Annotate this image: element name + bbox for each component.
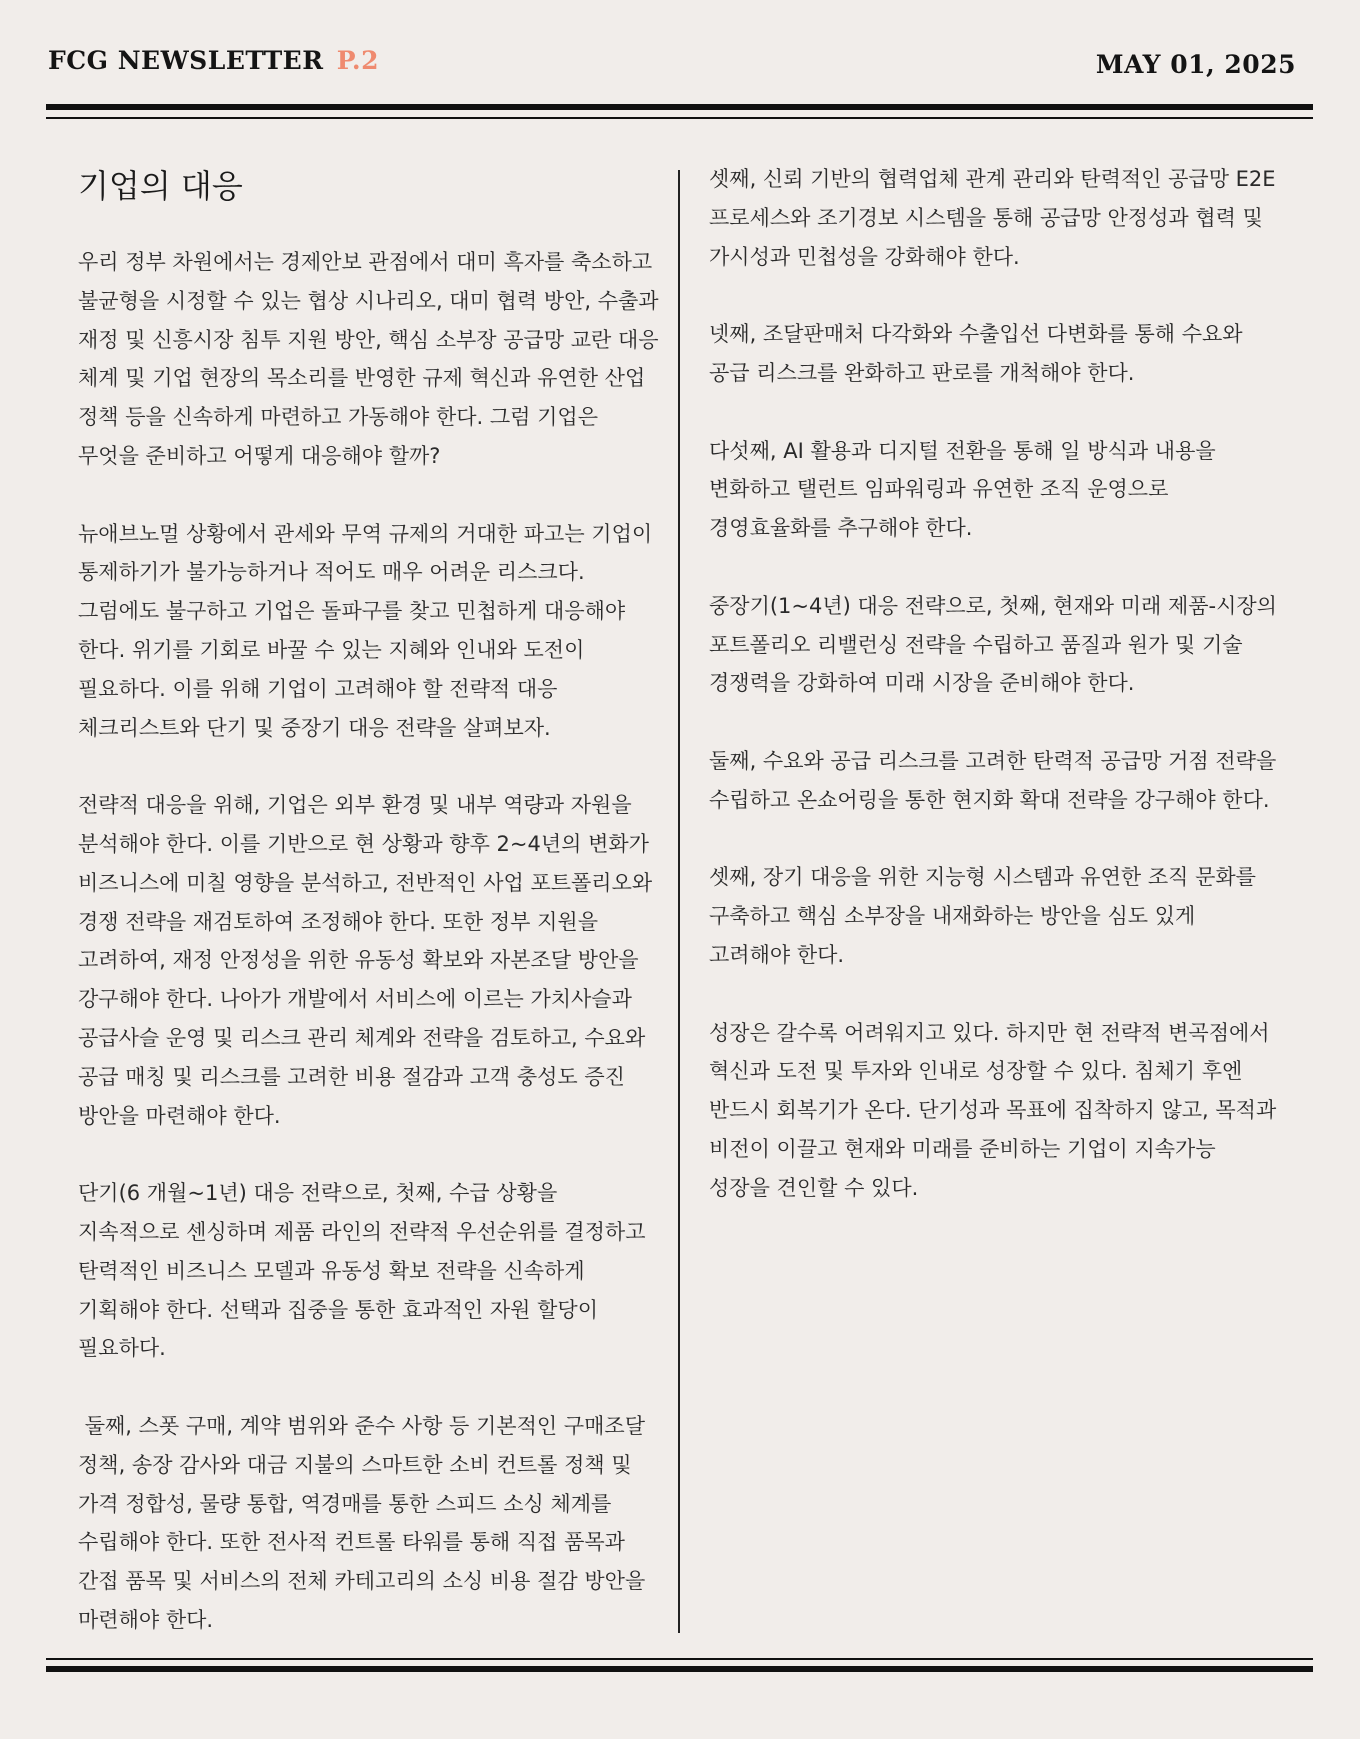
paragraph: 둘째, 수요와 공급 리스크를 고려한 탄력적 공급망 거점 전략을 수립하고 온쇼어링을 통한 현지화 확대 전략을 강구해야 한다. (709, 748, 1277, 812)
paragraph: 셋째, 신뢰 기반의 협력업체 관계 관리와 탄력적인 공급망 E2E 프로세스와 조기경보 시스템을 통해 공급망 안정성과 협력 및 가시성과 민첩성을 강화해야 한다. (709, 167, 1276, 269)
newsletter-masthead (48, 46, 379, 75)
paragraph: 셋째, 장기 대응을 위한 지능형 시스템과 유연한 조직 문화를 구축하고 핵심 소부장을 내재화하는 방안을 심도 있게 고려해야 한다. (709, 865, 1256, 967)
column-divider (678, 170, 680, 1633)
paragraph: 전략적 대응을 위해, 기업은 외부 환경 및 내부 역량과 자원을 분석해야 한다. 이를 기반으로 현 상황과 향후 2~4년의 변화가 비즈니스에 미칠 영향을 분석하고, 전반적인 사업 포트폴리오와 경쟁 전략을 재검토하여 조정해야 한다. 또한 정부 지원을 고려하여, 재정 안정성을 위한 유동성 확보와 자본조달 방안을 강구해야 한다. 나아가 개발에서 서비스에 이르는 가치사슬과 공급사슬 운영 및 리스크 관리 체계와 전략을 검토하고, 수요와 공급 매칭 및 리스크를 고려한 비용 절감과 고객 충성도 증진 방안을 마련해야 한다. (78, 793, 653, 1128)
page-label: P.2 (336, 46, 380, 75)
article-right-column (709, 160, 1279, 1246)
footer-rule-thick (46, 1666, 1313, 1672)
header-rule-thick (46, 104, 1313, 110)
paragraph: 넷째, 조달판매처 다각화와 수출입선 다변화를 통해 수요와 공급 리스크를 완화하고 판로를 개척해야 한다. (709, 322, 1243, 385)
paragraph: 단기(6 개월~1년) 대응 전략으로, 첫째, 수급 상황을 지속적으로 센싱하며 제품 라인의 전략적 우선순위를 결정하고 탄력적인 비즈니스 모델과 유동성 확보 전략을 신속하게 기획해야 한다. 선택과 집중을 통한 효과적인 자원 할당이 필요하다. (78, 1181, 646, 1361)
article-heading: 기업의 대응 (78, 167, 243, 205)
newsletter-title: FCG NEWSLETTER (48, 46, 324, 75)
footer-rule-thin (46, 1658, 1313, 1660)
paragraph: 다섯째, AI 활용과 디지털 전환을 통해 일 방식과 내용을 변화하고 탤런트 임파워링과 유연한 조직 운영으로 경영효율화를 추구해야 한다. (709, 438, 1216, 541)
paragraph: 성장은 갈수록 어려워지고 있다. 하지만 현 전략적 변곡점에서 혁신과 도전 및 투자와 인내로 성장할 수 있다. 침체기 후엔 반드시 회복기가 온다. 단기성과 목표에 집착하지 않고, 목적과 비전이 이끌고 현재와 미래를 준비하는 기업이 지속가능 성장을 견인할 수 있다. (709, 1020, 1277, 1200)
paragraph: 우리 정부 차원에서는 경제안보 관점에서 대미 흑자를 축소하고 불균형을 시정할 수 있는 협상 시나리오, 대미 협력 방안, 수출과 재정 및 신흥시장 침투 지원 방안, 핵심 소부장 공급망 교란 대응 체계 및 기업 현장의 목소리를 반영한 규제 혁신과 유연한 산업 정책 등을 신속하게 마련하고 가동해야 한다. 그럼 기업은 무엇을 준비하고 어떻게 대응해야 할까? (78, 250, 659, 468)
article-left-column (78, 243, 660, 1678)
paragraph: 뉴애브노멀 상황에서 관세와 무역 규제의 거대한 파고는 기업이 통제하기가 불가능하거나 적어도 매우 어려운 리스크다. 그럼에도 불구하고 기업은 돌파구를 찾고 민첩하게 대응해야 한다. 위기를 기회로 바꿀 수 있는 지혜와 인내와 도전이 필요하다. 이를 위해 기업이 고려해야 할 전략적 대응 체크리스트와 단기 및 중장기 대응 전략을 살펴보자. (78, 521, 653, 740)
header-rule-thin (46, 117, 1313, 119)
paragraph: 둘째, 스폿 구매, 계약 범위와 준수 사항 등 기본적인 구매조달 정책, 송장 감사와 대금 지불의 스마트한 소비 컨트롤 정책 및 가격 정합성, 물량 통합, 역경매를 통한 스피드 소싱 체계를 수립해야 한다. 또한 전사적 컨트롤 타워를 통해 직접 품목과 간접 품목 및 서비스의 전체 카테고리의 소싱 비용 절감 방안을 마련해야 한다. (78, 1413, 652, 1632)
paragraph: 중장기(1~4년) 대응 전략으로, 첫째, 현재와 미래 제품-시장의 포트폴리오 리밸런싱 전략을 수립하고 품질과 원가 및 기술 경쟁력을 강화하여 미래 시장을 준비해야 한다. (709, 593, 1277, 696)
issue-date: MAY 01, 2025 (1095, 50, 1296, 79)
